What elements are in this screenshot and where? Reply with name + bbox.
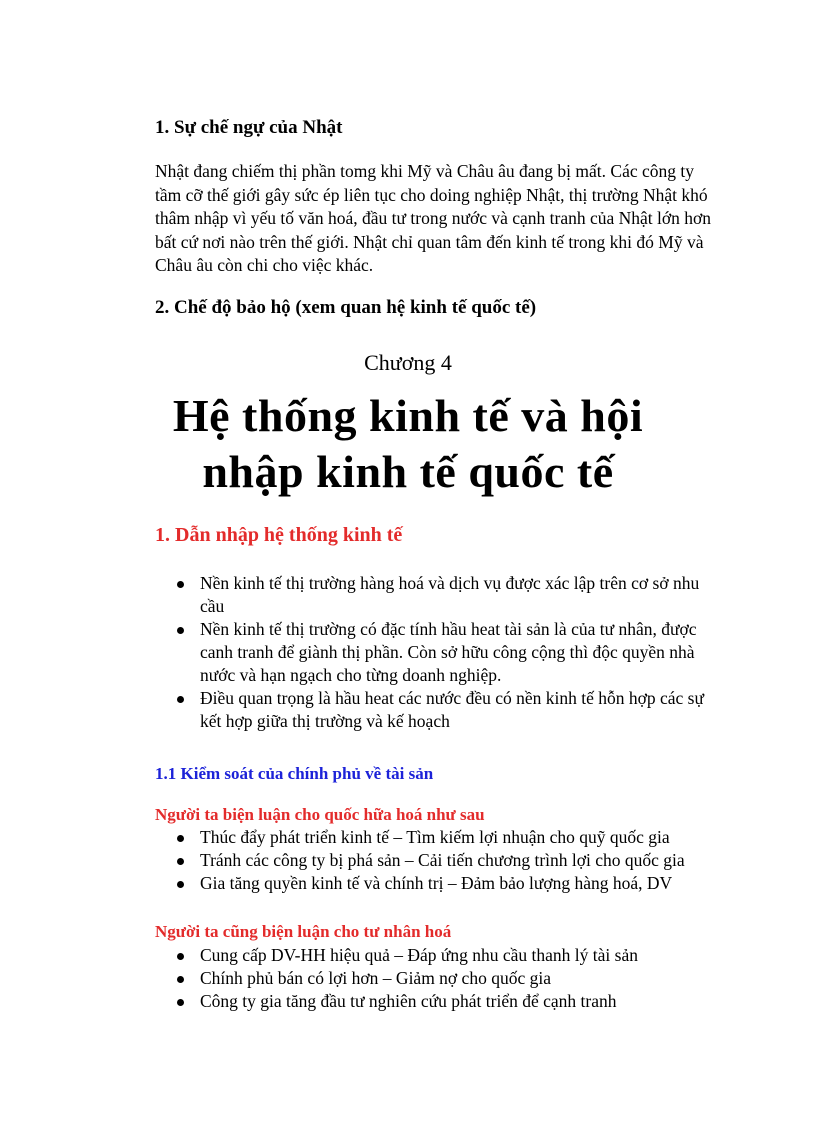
nationalize-list-wrap [155, 826, 715, 895]
bullet-icon [177, 976, 184, 983]
intro-bullet-list [155, 572, 715, 733]
bullet-icon [177, 696, 184, 703]
bullet-icon [177, 953, 184, 960]
bullet-icon [177, 881, 184, 888]
bullet-icon [177, 999, 184, 1006]
chapter-label: Chương 4 [364, 350, 452, 375]
chapter-title-line-2: nhập kinh tế quốc tế [202, 446, 614, 497]
list-item: Cung cấp DV-HH hiệu quả – Đáp ứng nhu cầu thanh lý tài sản [155, 944, 715, 967]
bullet-icon [177, 858, 184, 865]
list-item: Gia tăng quyền kinh tế và chính trị – Đảm bảo lượng hàng hoá, DV [155, 872, 715, 895]
bullet-icon [177, 835, 184, 842]
intro-heading: 1. Dẫn nhập hệ thống kinh tế [155, 524, 403, 546]
control-section [155, 763, 725, 785]
list-item: Tránh các công ty bị phá sản – Cải tiến chương trình lợi cho quốc gia [155, 849, 715, 872]
intro-section [155, 522, 725, 548]
section-japan-paragraph: Nhật đang chiếm thị phần tomg khi Mỹ và Châu âu đang bị mất. Các công ty tầm cỡ thế giới gây sức ép liên tục cho doing nghiệp Nhật, thị trường Nhật khó thâm nhập vì yếu tố văn hoá, đầu tư trong nước và cạnh tranh của Nhật lớn hơn bất cứ nơi nào trên thế giới. Nhật chỉ quan tâm đến kinh tế trong khi đó Mỹ và Châu âu còn chi cho việc khác. [155, 161, 712, 275]
list-item: Chính phủ bán có lợi hơn – Giảm nợ cho quốc gia [155, 967, 715, 990]
intro-list-wrap [155, 572, 715, 733]
list-item: Điều quan trọng là hầu heat các nước đều có nền kinh tế hỗn hợp các sự kết hợp giữa thị trường và kế hoạch [155, 687, 715, 733]
section-protection-heading: 2. Chế độ bảo hộ (xem quan hệ kinh tế quốc tế) [155, 297, 537, 318]
chapter-title [0, 388, 816, 500]
bullet-icon [177, 627, 184, 634]
list-item: Nền kinh tế thị trường có đặc tính hầu heat tài sản là của tư nhân, được canh tranh để giành thị phần. Còn sở hữu công cộng thì độc quyền nhà nước và hạn ngạch cho từng doanh nghiệp. [155, 618, 715, 687]
privatize-heading: Người ta cũng biện luận cho tư nhân hoá [155, 922, 452, 941]
privatize-list-wrap [155, 944, 715, 1013]
list-item: Công ty gia tăng đầu tư nghiên cứu phát triển để cạnh tranh [155, 990, 715, 1013]
chapter-title-line-1: Hệ thống kinh tế và hội [172, 390, 644, 441]
section-japan-body [155, 160, 723, 278]
nationalize-block [155, 804, 725, 826]
section-japan-heading: 1. Sự chế ngự của Nhật [155, 117, 343, 138]
list-item: Nền kinh tế thị trường hàng hoá và dịch vụ được xác lập trên cơ sở nhu cầu [155, 572, 715, 618]
nationalize-bullet-list [155, 826, 715, 895]
nationalize-heading: Người ta biện luận cho quốc hữa hoá như sau [155, 805, 485, 824]
section-protection [155, 296, 725, 320]
bullet-icon [177, 581, 184, 588]
privatize-block [155, 921, 725, 943]
privatize-bullet-list [155, 944, 715, 1013]
list-item: Thúc đẩy phát triển kinh tế – Tìm kiếm lợi nhuận cho quỹ quốc gia [155, 826, 715, 849]
section-japan [155, 116, 725, 140]
control-heading: 1.1 Kiểm soát của chính phủ về tài sản [155, 764, 434, 783]
